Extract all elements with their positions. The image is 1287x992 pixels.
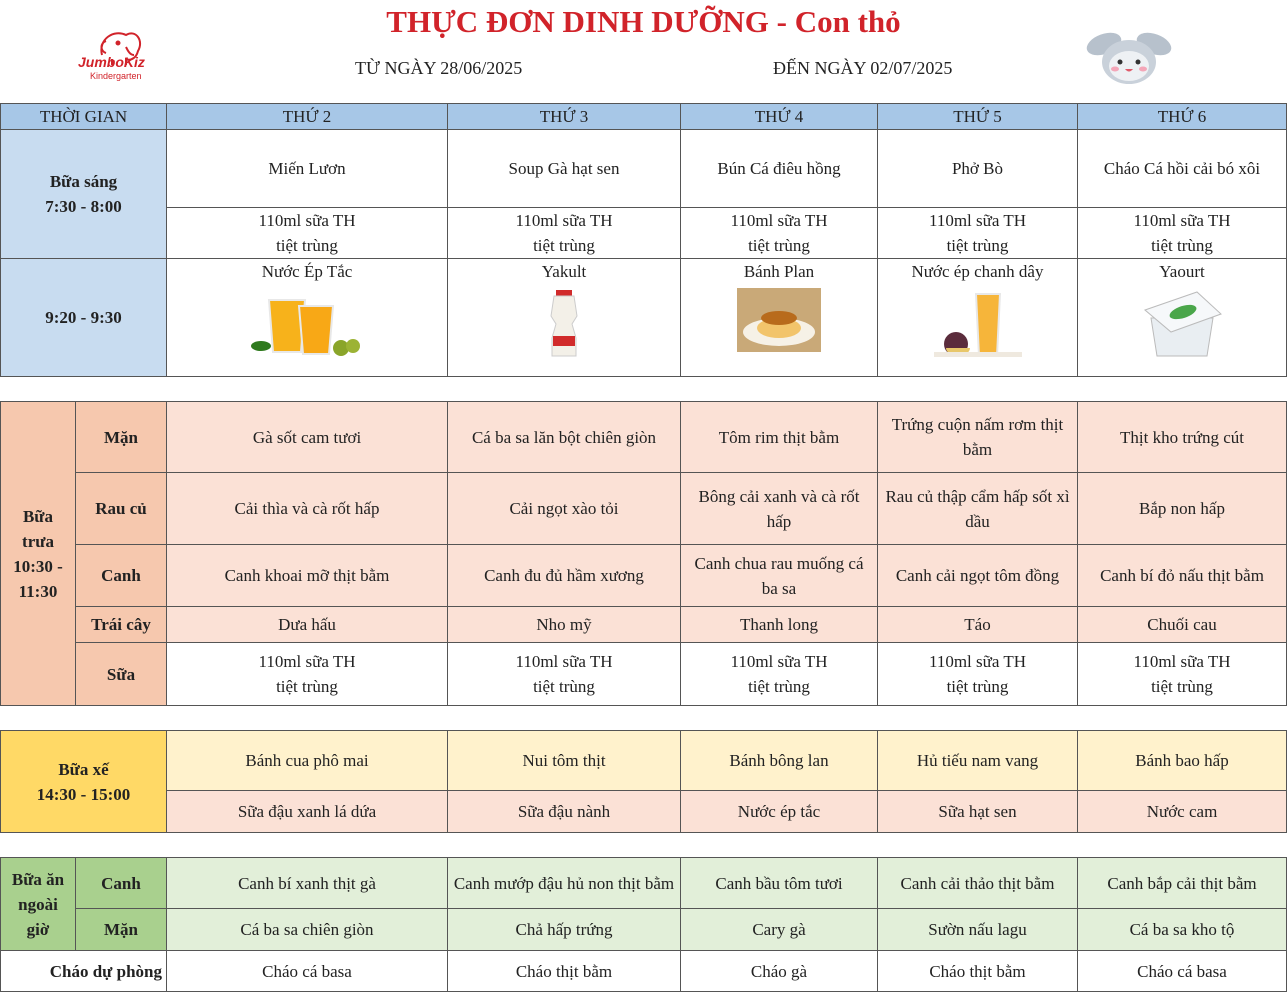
snack-cell-thu (878, 259, 1078, 377)
breakfast-label (1, 130, 167, 259)
breakfast-dish-wed: Bún Cá điêu hồng (681, 130, 878, 208)
afternoon-2-thu: Sữa hạt sen (878, 791, 1078, 833)
afternoon-title: Bữa xế (58, 759, 109, 779)
milk-line2: tiệt trùng (533, 677, 595, 696)
lunch-rau-label: Rau củ (76, 473, 167, 545)
lunch-fruit-thu: Táo (878, 607, 1078, 643)
outside-label (1, 858, 76, 951)
afternoon-1-mon: Bánh cua phô mai (167, 731, 448, 791)
lunch-rau-mon: Cải thìa và cà rốt hấp (167, 473, 448, 545)
afternoon-2-fri: Nước cam (1078, 791, 1287, 833)
lunch-canh-thu: Canh cải ngọt tôm đồng (878, 545, 1078, 607)
lunch-canh-fri: Canh bí đỏ nấu thịt bằm (1078, 545, 1287, 607)
snack-name-mon: Nước Ép Tắc (261, 262, 353, 281)
milk-line1: 110ml sữa TH (515, 652, 613, 671)
outside-canh-fri: Canh bắp cải thịt bằm (1078, 858, 1287, 909)
lunch-label-2: trưa (22, 531, 54, 551)
lunch-rau-thu: Rau củ thập cẩm hấp sốt xì dầu (878, 473, 1078, 545)
time-column-header: THỜI GIAN (1, 104, 167, 130)
day-header-fri: THỨ 6 (1078, 104, 1287, 130)
afternoon-label (1, 731, 167, 833)
breakfast-milk-tue (448, 208, 681, 259)
snack-name-fri: Yaourt (1159, 262, 1205, 281)
day-header-thu: THỨ 5 (878, 104, 1078, 130)
yakult-bottle-icon (544, 288, 584, 360)
breakfast-dish-tue: Soup Gà hạt sen (448, 130, 681, 208)
lunch-fruit-label: Trái cây (76, 607, 167, 643)
logo-subtext: Kindergarten (90, 71, 142, 81)
lunch-milk-wed (681, 643, 878, 706)
breakfast-milk-wed (681, 208, 878, 259)
yogurt-cup-icon (1137, 288, 1227, 360)
afternoon-1-thu: Hủ tiếu nam vang (878, 731, 1078, 791)
milk-line2: tiệt trùng (946, 236, 1009, 255)
day-header-wed: THỨ 4 (681, 104, 878, 130)
lunch-man-fri: Thịt kho trứng cút (1078, 402, 1287, 473)
snack-cell-mon (167, 259, 448, 377)
milk-line1: 110ml sữa TH (258, 211, 356, 230)
lunch-label (1, 402, 76, 706)
snack-name-tue: Yakult (541, 262, 587, 281)
lunch-fruit-tue: Nho mỹ (448, 607, 681, 643)
lunch-man-thu: Trứng cuộn nấm rơm thịt bằm (878, 402, 1078, 473)
lunch-man-wed: Tôm rim thịt bằm (681, 402, 878, 473)
afternoon-2-wed: Nước ép tắc (681, 791, 878, 833)
milk-line1: 110ml sữa TH (928, 211, 1027, 230)
lunch-rau-row (1, 473, 1287, 545)
porridge-thu: Cháo thịt bằm (878, 951, 1078, 992)
outside-label-3: giờ (26, 919, 50, 939)
outside-canh-row (1, 858, 1287, 909)
from-date: TỪ NGÀY 28/06/2025 (355, 58, 523, 78)
morning-snack-time: 9:20 - 9:30 (1, 259, 167, 377)
header-row (1, 104, 1287, 130)
snack-cell-tue (448, 259, 681, 377)
milk-line1: 110ml sữa TH (1133, 652, 1231, 671)
porridge-tue: Cháo thịt bằm (448, 951, 681, 992)
lunch-fruit-row (1, 607, 1287, 643)
lunch-canh-mon: Canh khoai mỡ thịt bằm (167, 545, 448, 607)
milk-line2: tiệt trùng (1151, 236, 1213, 255)
lunch-label-1: Bữa (22, 506, 54, 526)
breakfast-milk-row (1, 208, 1287, 259)
lunch-fruit-mon: Dưa hấu (167, 607, 448, 643)
lunch-rau-tue: Cải ngọt xào tỏi (448, 473, 681, 545)
afternoon-2-tue: Sữa đậu nành (448, 791, 681, 833)
snack-cell-wed (681, 259, 878, 377)
lunch-rau-fri: Bắp non hấp (1078, 473, 1287, 545)
afternoon-2-mon: Sữa đậu xanh lá dứa (167, 791, 448, 833)
lunch-label-3: 10:30 - (13, 556, 63, 576)
milk-line1: 110ml sữa TH (730, 652, 828, 671)
lunch-milk-mon (167, 643, 448, 706)
snack-name-wed: Bánh Plan (743, 262, 815, 281)
outside-man-wed: Cary gà (681, 909, 878, 951)
outside-man-fri: Cá ba sa kho tộ (1078, 909, 1287, 951)
milk-line1: 110ml sữa TH (515, 211, 613, 230)
breakfast-time: 7:30 - 8:00 (45, 197, 122, 216)
to-date: ĐẾN NGÀY 02/07/2025 (773, 58, 953, 78)
outside-man-thu: Sườn nấu lagu (878, 909, 1078, 951)
milk-line2: tiệt trùng (946, 677, 1009, 696)
milk-line1: 110ml sữa TH (1133, 211, 1231, 230)
outside-label-2: ngoài (18, 894, 58, 914)
outside-man-mon: Cá ba sa chiên giòn (167, 909, 448, 951)
outside-label-1: Bữa ăn (11, 869, 65, 889)
afternoon-1-fri: Bánh bao hấp (1078, 731, 1287, 791)
bunny-icon (1084, 26, 1174, 86)
lunch-canh-row (1, 545, 1287, 607)
milk-line2: tiệt trùng (748, 677, 810, 696)
flan-icon (737, 288, 821, 352)
outside-man-tue: Chả hấp trứng (448, 909, 681, 951)
porridge-fri: Cháo cá basa (1078, 951, 1287, 992)
day-header-tue: THỨ 3 (448, 104, 681, 130)
lunch-milk-thu (878, 643, 1078, 706)
milk-line2: tiệt trùng (533, 236, 595, 255)
milk-line1: 110ml sữa TH (258, 652, 356, 671)
afternoon-1-tue: Nui tôm thịt (448, 731, 681, 791)
breakfast-milk-mon (167, 208, 448, 259)
milk-line2: tiệt trùng (748, 236, 810, 255)
lunch-canh-wed: Canh chua rau muống cá ba sa (681, 545, 878, 607)
porridge-row (1, 951, 1287, 992)
spacer (1, 833, 1287, 858)
menu-table (0, 103, 1287, 992)
porridge-mon: Cháo cá basa (167, 951, 448, 992)
breakfast-milk-thu (878, 208, 1078, 259)
lunch-milk-label: Sữa (76, 643, 167, 706)
lunch-canh-label: Canh (76, 545, 167, 607)
breakfast-milk-fri (1078, 208, 1287, 259)
breakfast-title: Bữa sáng (49, 172, 118, 191)
porridge-wed: Cháo gà (681, 951, 878, 992)
outside-canh-label: Canh (76, 858, 167, 909)
lunch-milk-fri (1078, 643, 1287, 706)
lunch-fruit-wed: Thanh long (681, 607, 878, 643)
afternoon-row-2 (1, 791, 1287, 833)
day-header-mon: THỨ 2 (167, 104, 448, 130)
morning-snack-row (1, 259, 1287, 377)
lunch-milk-tue (448, 643, 681, 706)
lunch-rau-wed: Bông cải xanh và cà rốt hấp (681, 473, 878, 545)
lunch-canh-tue: Canh đu đủ hầm xương (448, 545, 681, 607)
afternoon-1-wed: Bánh bông lan (681, 731, 878, 791)
lunch-man-tue: Cá ba sa lăn bột chiên giòn (448, 402, 681, 473)
afternoon-time: 14:30 - 15:00 (36, 784, 131, 804)
breakfast-dish-row (1, 130, 1287, 208)
logo-text: JumboKiz (78, 54, 145, 70)
porridge-label: Cháo dự phòng (1, 951, 167, 992)
milk-line2: tiệt trùng (276, 236, 338, 255)
breakfast-dish-mon: Miến Lươn (167, 130, 448, 208)
spacer (1, 706, 1287, 731)
outside-canh-thu: Canh cải thảo thịt bằm (878, 858, 1078, 909)
lunch-fruit-fri: Chuối cau (1078, 607, 1287, 643)
lunch-label-4: 11:30 (18, 581, 58, 601)
lunch-man-row (1, 402, 1287, 473)
lunch-man-mon: Gà sốt cam tươi (167, 402, 448, 473)
milk-line2: tiệt trùng (276, 677, 338, 696)
afternoon-row-1 (1, 731, 1287, 791)
passionfruit-juice-icon (930, 288, 1026, 360)
milk-line1: 110ml sữa TH (730, 211, 828, 230)
breakfast-dish-thu: Phở Bò (878, 130, 1078, 208)
snack-name-thu: Nước ép chanh dây (911, 262, 1044, 281)
outside-canh-tue: Canh mướp đậu hủ non thịt bằm (448, 858, 681, 909)
outside-canh-mon: Canh bí xanh thịt gà (167, 858, 448, 909)
tac-juice-icon (247, 288, 367, 360)
outside-man-row (1, 909, 1287, 951)
snack-cell-fri (1078, 259, 1287, 377)
lunch-milk-row (1, 643, 1287, 706)
spacer (1, 377, 1287, 402)
outside-man-label: Mặn (76, 909, 167, 951)
page-title: THỰC ĐƠN DINH DƯỠNG - Con thỏ (386, 4, 901, 39)
lunch-man-label: Mặn (76, 402, 167, 473)
milk-line2: tiệt trùng (1151, 677, 1213, 696)
milk-line1: 110ml sữa TH (928, 652, 1027, 671)
outside-canh-wed: Canh bầu tôm tươi (681, 858, 878, 909)
breakfast-dish-fri: Cháo Cá hồi cải bó xôi (1078, 130, 1287, 208)
